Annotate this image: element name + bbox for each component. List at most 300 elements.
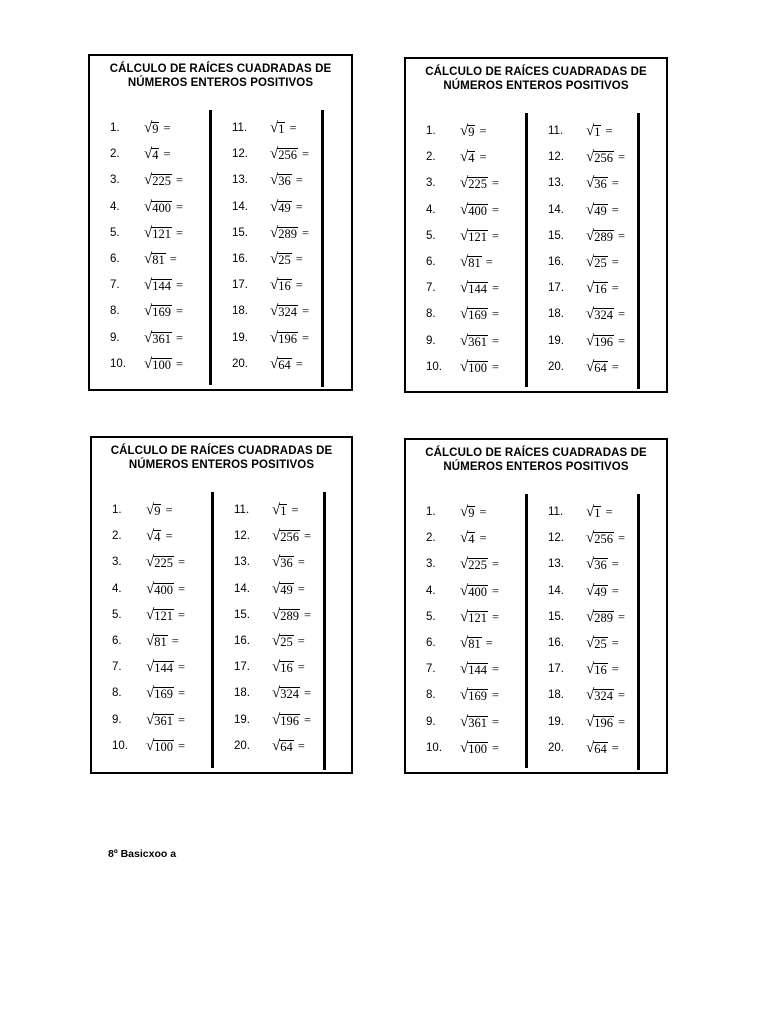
radical-sign-icon: √ <box>460 123 469 139</box>
radical-sign-icon: √ <box>460 661 469 678</box>
radical-sign-icon: √ <box>460 504 469 520</box>
radical-sign-icon: √ <box>146 633 155 649</box>
radicand: 225 <box>154 556 173 571</box>
exercise-number: 8. <box>112 687 122 700</box>
exercise-number: 6. <box>110 253 120 265</box>
square-root-expression <box>460 714 499 730</box>
radical-sign-icon: √ <box>144 146 153 163</box>
radicand: 121 <box>152 226 171 241</box>
equals-sign: = <box>295 199 303 214</box>
radicand: 400 <box>154 582 173 597</box>
radicand: 324 <box>278 305 297 320</box>
exercise-number: 2. <box>426 532 436 545</box>
square-root-expression <box>272 712 311 728</box>
radical-sign-icon: √ <box>586 530 595 547</box>
radicand: 100 <box>154 739 173 754</box>
exercise-number: 1. <box>426 506 436 518</box>
card-title-line: CÁLCULO DE RAÍCES CUADRADAS DE <box>425 447 647 459</box>
exercise-number: 8. <box>110 305 120 318</box>
radicand: 289 <box>280 608 299 623</box>
exercise-number: 16. <box>548 637 564 649</box>
radicand: 324 <box>280 687 299 702</box>
radicand: 169 <box>468 689 487 704</box>
radicand: 289 <box>278 226 297 241</box>
radicand: 121 <box>468 610 487 625</box>
radicand: 196 <box>594 715 613 730</box>
radicand: 256 <box>594 532 613 547</box>
square-root-expression <box>272 738 305 754</box>
equals-sign: = <box>301 225 310 240</box>
radical-sign-icon: √ <box>146 580 155 597</box>
radical-sign-icon: √ <box>270 277 279 294</box>
radicand: 36 <box>278 174 291 189</box>
radicand: 36 <box>594 558 607 573</box>
equals-sign: = <box>291 503 299 517</box>
radical-sign-icon: √ <box>146 711 155 728</box>
card-title <box>92 444 351 472</box>
equals-sign: = <box>605 505 613 519</box>
equals-sign: = <box>611 255 619 269</box>
exercise-number: 13. <box>234 556 250 569</box>
radical-sign-icon: √ <box>586 582 595 599</box>
equals-sign: = <box>297 738 305 753</box>
radicand: 64 <box>278 357 291 372</box>
radicand: 25 <box>594 637 607 651</box>
equals-sign: = <box>611 281 619 296</box>
radical-sign-icon: √ <box>460 306 469 323</box>
square-root-expression <box>144 120 171 136</box>
square-root-expression <box>146 633 179 649</box>
radical-sign-icon: √ <box>586 123 595 139</box>
square-root-expression <box>146 712 185 728</box>
radicand: 400 <box>468 203 487 218</box>
exercise-number: 14. <box>548 203 564 216</box>
radical-sign-icon: √ <box>460 556 469 573</box>
square-root-expression <box>586 306 625 322</box>
exercise-number: 13. <box>548 558 564 571</box>
exercise-number: 11. <box>232 122 248 134</box>
radicand: 16 <box>594 663 607 678</box>
exercise-number: 7. <box>112 661 122 674</box>
radicand: 1 <box>278 122 285 136</box>
square-root-expression <box>270 356 303 372</box>
exercise-number: 3. <box>112 556 122 569</box>
square-root-expression <box>586 687 625 703</box>
square-root-expression <box>146 607 185 623</box>
square-root-expression <box>586 609 625 625</box>
square-root-expression <box>460 228 499 244</box>
exercise-number: 8. <box>426 689 436 702</box>
square-root-expression <box>144 330 183 346</box>
exercise-number: 11. <box>234 504 250 516</box>
equals-sign: = <box>295 278 303 293</box>
equals-sign: = <box>175 356 184 371</box>
square-root-expression <box>270 225 309 241</box>
radical-sign-icon: √ <box>586 227 595 244</box>
square-root-expression <box>272 502 299 518</box>
radical-sign-icon: √ <box>146 554 155 571</box>
radical-sign-icon: √ <box>586 661 595 678</box>
square-root-expression <box>144 225 183 241</box>
square-root-expression <box>460 687 499 703</box>
radical-sign-icon: √ <box>270 224 279 241</box>
radicand: 36 <box>280 556 293 571</box>
card-title-line: NÚMEROS ENTEROS POSITIVOS <box>443 80 629 92</box>
radical-sign-icon: √ <box>460 227 469 244</box>
equals-sign: = <box>303 712 312 727</box>
equals-sign: = <box>617 307 626 322</box>
radical-sign-icon: √ <box>272 580 281 597</box>
equals-sign: = <box>297 581 305 596</box>
exercise-number: 5. <box>112 608 122 621</box>
exercise-number: 7. <box>110 279 120 292</box>
radicand: 9 <box>154 504 161 518</box>
square-root-expression <box>586 504 613 520</box>
exercise-number: 19. <box>232 331 248 344</box>
column-divider <box>525 113 528 387</box>
equals-sign: = <box>175 173 184 188</box>
radical-sign-icon: √ <box>460 635 469 651</box>
equals-sign: = <box>491 583 500 598</box>
radicand: 9 <box>152 122 159 136</box>
equals-sign: = <box>175 199 184 214</box>
exercise-number: 12. <box>232 148 248 161</box>
exercise-number: 12. <box>234 530 250 543</box>
equals-sign: = <box>297 634 305 648</box>
radical-sign-icon: √ <box>586 280 595 297</box>
radical-sign-icon: √ <box>460 582 469 599</box>
card-title-line: CÁLCULO DE RAÍCES CUADRADAS DE <box>109 63 332 75</box>
radical-sign-icon: √ <box>460 332 469 349</box>
card-title-line: CÁLCULO DE RAÍCES CUADRADAS DE <box>425 66 647 78</box>
radical-sign-icon: √ <box>272 659 281 676</box>
exercise-number: 4. <box>112 582 122 595</box>
radical-sign-icon: √ <box>586 201 595 218</box>
radical-sign-icon: √ <box>586 504 595 520</box>
exercise-number: 9. <box>426 334 436 347</box>
radical-sign-icon: √ <box>146 737 155 754</box>
radical-sign-icon: √ <box>586 332 595 349</box>
square-root-expression <box>460 661 499 677</box>
equals-sign: = <box>297 555 305 570</box>
equals-sign: = <box>617 688 626 703</box>
radicand: 64 <box>594 741 607 756</box>
square-root-expression <box>460 359 499 375</box>
equals-sign: = <box>289 121 297 135</box>
radicand: 1 <box>594 506 601 520</box>
exercise-number: 13. <box>548 177 564 190</box>
radical-sign-icon: √ <box>586 713 595 730</box>
radicand: 25 <box>280 635 293 649</box>
radical-sign-icon: √ <box>144 172 153 189</box>
exercise-number: 20. <box>548 360 564 373</box>
radicand: 81 <box>468 637 481 651</box>
worksheet-card <box>404 57 668 393</box>
worksheet-card <box>90 436 353 774</box>
radical-sign-icon: √ <box>460 280 469 297</box>
radicand: 100 <box>468 741 487 756</box>
radical-sign-icon: √ <box>460 201 469 218</box>
exercise-number: 15. <box>232 226 248 239</box>
radicand: 400 <box>468 584 487 599</box>
worksheet-card <box>404 438 668 774</box>
square-root-expression <box>272 528 311 544</box>
equals-sign: = <box>491 714 500 729</box>
square-root-expression <box>146 738 185 754</box>
exercise-number: 10. <box>426 360 442 373</box>
radicand: 121 <box>468 229 487 244</box>
equals-sign: = <box>479 150 487 165</box>
radicand: 49 <box>280 582 293 597</box>
radicand: 169 <box>154 687 173 702</box>
square-root-expression <box>460 609 499 625</box>
radicand: 81 <box>152 253 165 267</box>
equals-sign: = <box>301 330 310 345</box>
square-root-expression <box>270 146 309 162</box>
radicand: 36 <box>594 177 607 192</box>
radical-sign-icon: √ <box>460 530 469 547</box>
radical-sign-icon: √ <box>586 739 595 756</box>
exercise-number: 6. <box>426 256 436 268</box>
square-root-expression <box>586 530 625 546</box>
exercise-number: 2. <box>426 151 436 164</box>
radicand: 169 <box>152 305 171 320</box>
equals-sign: = <box>611 202 619 217</box>
square-root-expression <box>460 740 499 756</box>
equals-sign: = <box>605 124 613 138</box>
radical-sign-icon: √ <box>586 635 595 651</box>
radicand: 400 <box>152 200 171 215</box>
equals-sign: = <box>303 529 312 544</box>
radical-sign-icon: √ <box>460 713 469 730</box>
radicand: 256 <box>278 148 297 163</box>
radical-sign-icon: √ <box>586 306 595 323</box>
radical-sign-icon: √ <box>146 659 155 676</box>
radicand: 16 <box>280 661 293 676</box>
square-root-expression <box>460 530 487 546</box>
square-root-expression <box>586 175 619 191</box>
exercise-number: 6. <box>426 637 436 649</box>
radical-sign-icon: √ <box>272 737 281 754</box>
radicand: 196 <box>280 713 299 728</box>
square-root-expression <box>144 356 183 372</box>
radical-sign-icon: √ <box>586 254 595 270</box>
radical-sign-icon: √ <box>270 120 279 136</box>
radicand: 289 <box>594 610 613 625</box>
equals-sign: = <box>177 581 186 596</box>
radical-sign-icon: √ <box>586 556 595 573</box>
radicand: 81 <box>154 635 167 649</box>
radicand: 144 <box>468 282 487 297</box>
square-root-expression <box>586 333 625 349</box>
equals-sign: = <box>303 686 312 701</box>
square-root-expression <box>460 583 499 599</box>
radical-sign-icon: √ <box>460 608 469 625</box>
radicand: 196 <box>278 331 297 346</box>
equals-sign: = <box>491 228 500 243</box>
radicand: 144 <box>468 663 487 678</box>
equals-sign: = <box>491 662 500 677</box>
exercise-number: 3. <box>426 177 436 190</box>
radical-sign-icon: √ <box>272 685 281 702</box>
exercise-number: 6. <box>112 635 122 647</box>
equals-sign: = <box>177 738 186 753</box>
column-divider <box>323 492 326 770</box>
exercise-number: 18. <box>234 687 250 700</box>
radical-sign-icon: √ <box>270 355 279 372</box>
square-root-expression <box>460 635 493 651</box>
equals-sign: = <box>175 225 184 240</box>
equals-sign: = <box>175 278 184 293</box>
radical-sign-icon: √ <box>270 198 279 215</box>
exercise-number: 2. <box>110 148 120 161</box>
square-root-expression <box>270 303 309 319</box>
exercise-number: 1. <box>426 125 436 137</box>
exercise-number: 7. <box>426 282 436 295</box>
exercise-number: 1. <box>112 504 122 516</box>
square-root-expression <box>586 556 619 572</box>
exercise-number: 2. <box>112 530 122 543</box>
square-root-expression <box>586 280 619 296</box>
radical-sign-icon: √ <box>586 175 595 192</box>
radicand: 361 <box>468 715 487 730</box>
square-root-expression <box>586 359 619 375</box>
exercise-number: 1. <box>110 122 120 134</box>
column-divider <box>637 113 640 389</box>
square-root-expression <box>460 202 499 218</box>
radical-sign-icon: √ <box>144 120 153 136</box>
column-divider <box>637 494 640 770</box>
exercise-number: 20. <box>548 741 564 754</box>
exercise-number: 12. <box>548 532 564 545</box>
radical-sign-icon: √ <box>146 502 155 518</box>
square-root-expression <box>272 554 305 570</box>
radical-sign-icon: √ <box>586 149 595 166</box>
radicand: 225 <box>468 558 487 573</box>
square-root-expression <box>144 277 183 293</box>
square-root-expression <box>144 172 183 188</box>
equals-sign: = <box>479 124 487 138</box>
equals-sign: = <box>177 712 186 727</box>
card-title-line: NÚMEROS ENTEROS POSITIVOS <box>443 461 629 473</box>
exercise-number: 5. <box>110 226 120 239</box>
square-root-expression <box>270 251 303 267</box>
equals-sign: = <box>491 740 500 755</box>
radical-sign-icon: √ <box>460 739 469 756</box>
square-root-expression <box>146 528 173 544</box>
card-title-line: NÚMEROS ENTEROS POSITIVOS <box>128 459 315 471</box>
radical-sign-icon: √ <box>272 606 281 623</box>
equals-sign: = <box>297 660 305 675</box>
equals-sign: = <box>295 252 303 266</box>
equals-sign: = <box>169 252 177 266</box>
exercise-number: 8. <box>426 308 436 321</box>
radicand: 49 <box>594 203 607 218</box>
radical-sign-icon: √ <box>270 251 279 267</box>
exercise-number: 4. <box>426 203 436 216</box>
radical-sign-icon: √ <box>144 277 153 294</box>
exercise-number: 17. <box>548 282 564 295</box>
exercise-number: 13. <box>232 174 248 187</box>
radical-sign-icon: √ <box>586 608 595 625</box>
equals-sign: = <box>617 609 626 624</box>
exercise-number: 17. <box>234 661 250 674</box>
equals-sign: = <box>301 304 310 319</box>
exercise-number: 16. <box>548 256 564 268</box>
exercise-number: 19. <box>548 334 564 347</box>
square-root-expression <box>146 581 185 597</box>
square-root-expression <box>270 120 297 136</box>
equals-sign: = <box>165 529 173 544</box>
square-root-expression <box>272 659 305 675</box>
exercise-number: 5. <box>426 229 436 242</box>
radicand: 100 <box>468 360 487 375</box>
equals-sign: = <box>491 307 500 322</box>
square-root-expression <box>586 635 619 651</box>
radicand: 64 <box>594 360 607 375</box>
square-root-expression <box>270 199 303 215</box>
exercise-number: 17. <box>548 663 564 676</box>
square-root-expression <box>586 149 625 165</box>
square-root-expression <box>586 254 619 270</box>
exercise-number: 7. <box>426 663 436 676</box>
exercise-number: 5. <box>426 610 436 623</box>
exercise-number: 3. <box>110 174 120 187</box>
radical-sign-icon: √ <box>586 687 595 704</box>
radical-sign-icon: √ <box>146 606 155 623</box>
square-root-expression <box>144 303 183 319</box>
radicand: 121 <box>154 608 173 623</box>
square-root-expression <box>146 685 185 701</box>
radicand: 16 <box>594 282 607 297</box>
equals-sign: = <box>491 176 500 191</box>
exercise-number: 14. <box>234 582 250 595</box>
radicand: 16 <box>278 279 291 294</box>
radicand: 100 <box>152 357 171 372</box>
radical-sign-icon: √ <box>144 303 153 320</box>
radicand: 1 <box>594 125 601 139</box>
radical-sign-icon: √ <box>146 528 155 545</box>
radical-sign-icon: √ <box>272 554 281 571</box>
square-root-expression <box>586 202 619 218</box>
exercise-number: 19. <box>548 715 564 728</box>
equals-sign: = <box>491 202 500 217</box>
equals-sign: = <box>485 255 493 269</box>
radical-sign-icon: √ <box>460 358 469 375</box>
radicand: 361 <box>152 331 171 346</box>
square-root-expression <box>586 583 619 599</box>
exercise-number: 19. <box>234 713 250 726</box>
equals-sign: = <box>611 359 619 374</box>
exercise-number: 4. <box>110 200 120 213</box>
equals-sign: = <box>617 333 626 348</box>
radical-sign-icon: √ <box>270 146 279 163</box>
equals-sign: = <box>163 121 171 135</box>
square-root-expression <box>270 172 303 188</box>
equals-sign: = <box>611 740 619 755</box>
square-root-expression <box>144 251 177 267</box>
equals-sign: = <box>491 557 500 572</box>
radicand: 9 <box>468 125 475 139</box>
radicand: 4 <box>152 148 159 163</box>
radical-sign-icon: √ <box>146 685 155 702</box>
equals-sign: = <box>295 356 303 371</box>
square-root-expression <box>272 607 311 623</box>
equals-sign: = <box>485 636 493 650</box>
square-root-expression <box>460 280 499 296</box>
square-root-expression <box>460 556 499 572</box>
card-title-line: NÚMEROS ENTEROS POSITIVOS <box>127 77 314 89</box>
